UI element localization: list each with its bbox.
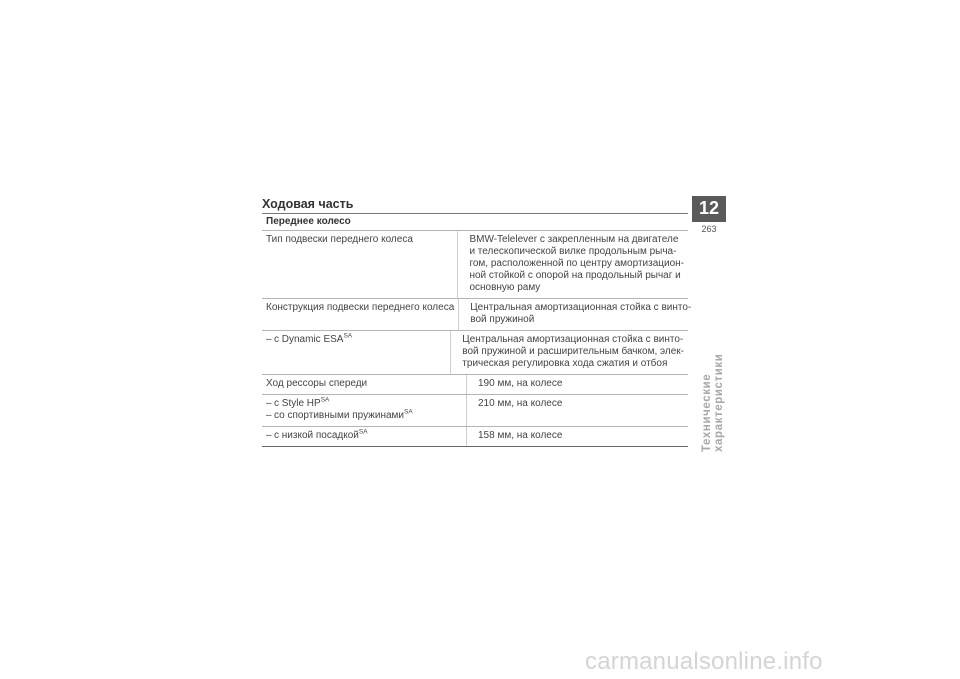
chapter-marker <box>692 196 726 234</box>
table-row <box>262 426 688 447</box>
watermark: carmanualsonline.info <box>585 648 823 675</box>
spec-value: 210 мм, на колесе <box>466 395 688 426</box>
dash-bullet: – <box>266 410 272 421</box>
spec-value: BMW-Telelever с закрепленным на двигателе и телескопической вилке продольным рыча- гом, расположенной по центру амортизацион- ной стойкой с опорой на продольный рычаг и основную раму <box>457 231 688 298</box>
sa-marker: SA <box>404 408 413 416</box>
spec-value: Центральная амортизационная стойка с винто- вой пружиной <box>458 299 695 330</box>
spec-label: – с Style $HP^{SA}$ – со спортивными пружинами$^{SA}$ <box>266 396 413 421</box>
chapter-side-title: Технические характеристики <box>701 353 725 452</box>
page-title: Ходовая часть <box>262 197 354 211</box>
spec-label: – с Dynamic $ESA^{SA}$ <box>266 332 353 345</box>
sa-marker: SA <box>358 428 368 436</box>
spec-label: Ход рессоры спереди <box>266 378 368 389</box>
table-row <box>262 230 688 298</box>
spec-label: – с низкой посадкой$^{SA}$ <box>266 428 368 441</box>
spec-table <box>262 213 692 447</box>
dash-bullet: – <box>266 430 272 441</box>
spec-value: 158 мм, на колесе <box>466 427 688 446</box>
spec-value: 190 мм, на колесе <box>466 375 688 394</box>
page-number: 263 <box>701 224 717 234</box>
table-row <box>262 330 688 374</box>
spec-value: Центральная амортизационная стойка с винто- вой пружиной и расширительным бачком, элек- трическая регулировка хода сжатия и отбоя <box>450 331 688 374</box>
sa-marker: SA <box>343 332 353 340</box>
dash-bullet: – <box>266 398 272 409</box>
table-row <box>262 394 688 426</box>
chapter-number: 12 <box>692 196 726 222</box>
spec-label: Конструкция подвески переднего колеса <box>266 302 455 313</box>
sa-marker: SA <box>320 396 330 404</box>
spec-label: Тип подвески переднего колеса <box>266 234 413 245</box>
table-row <box>262 298 692 330</box>
table-row <box>262 374 688 394</box>
dash-bullet: – <box>266 334 272 345</box>
section-heading: Переднее колесо <box>266 216 351 227</box>
